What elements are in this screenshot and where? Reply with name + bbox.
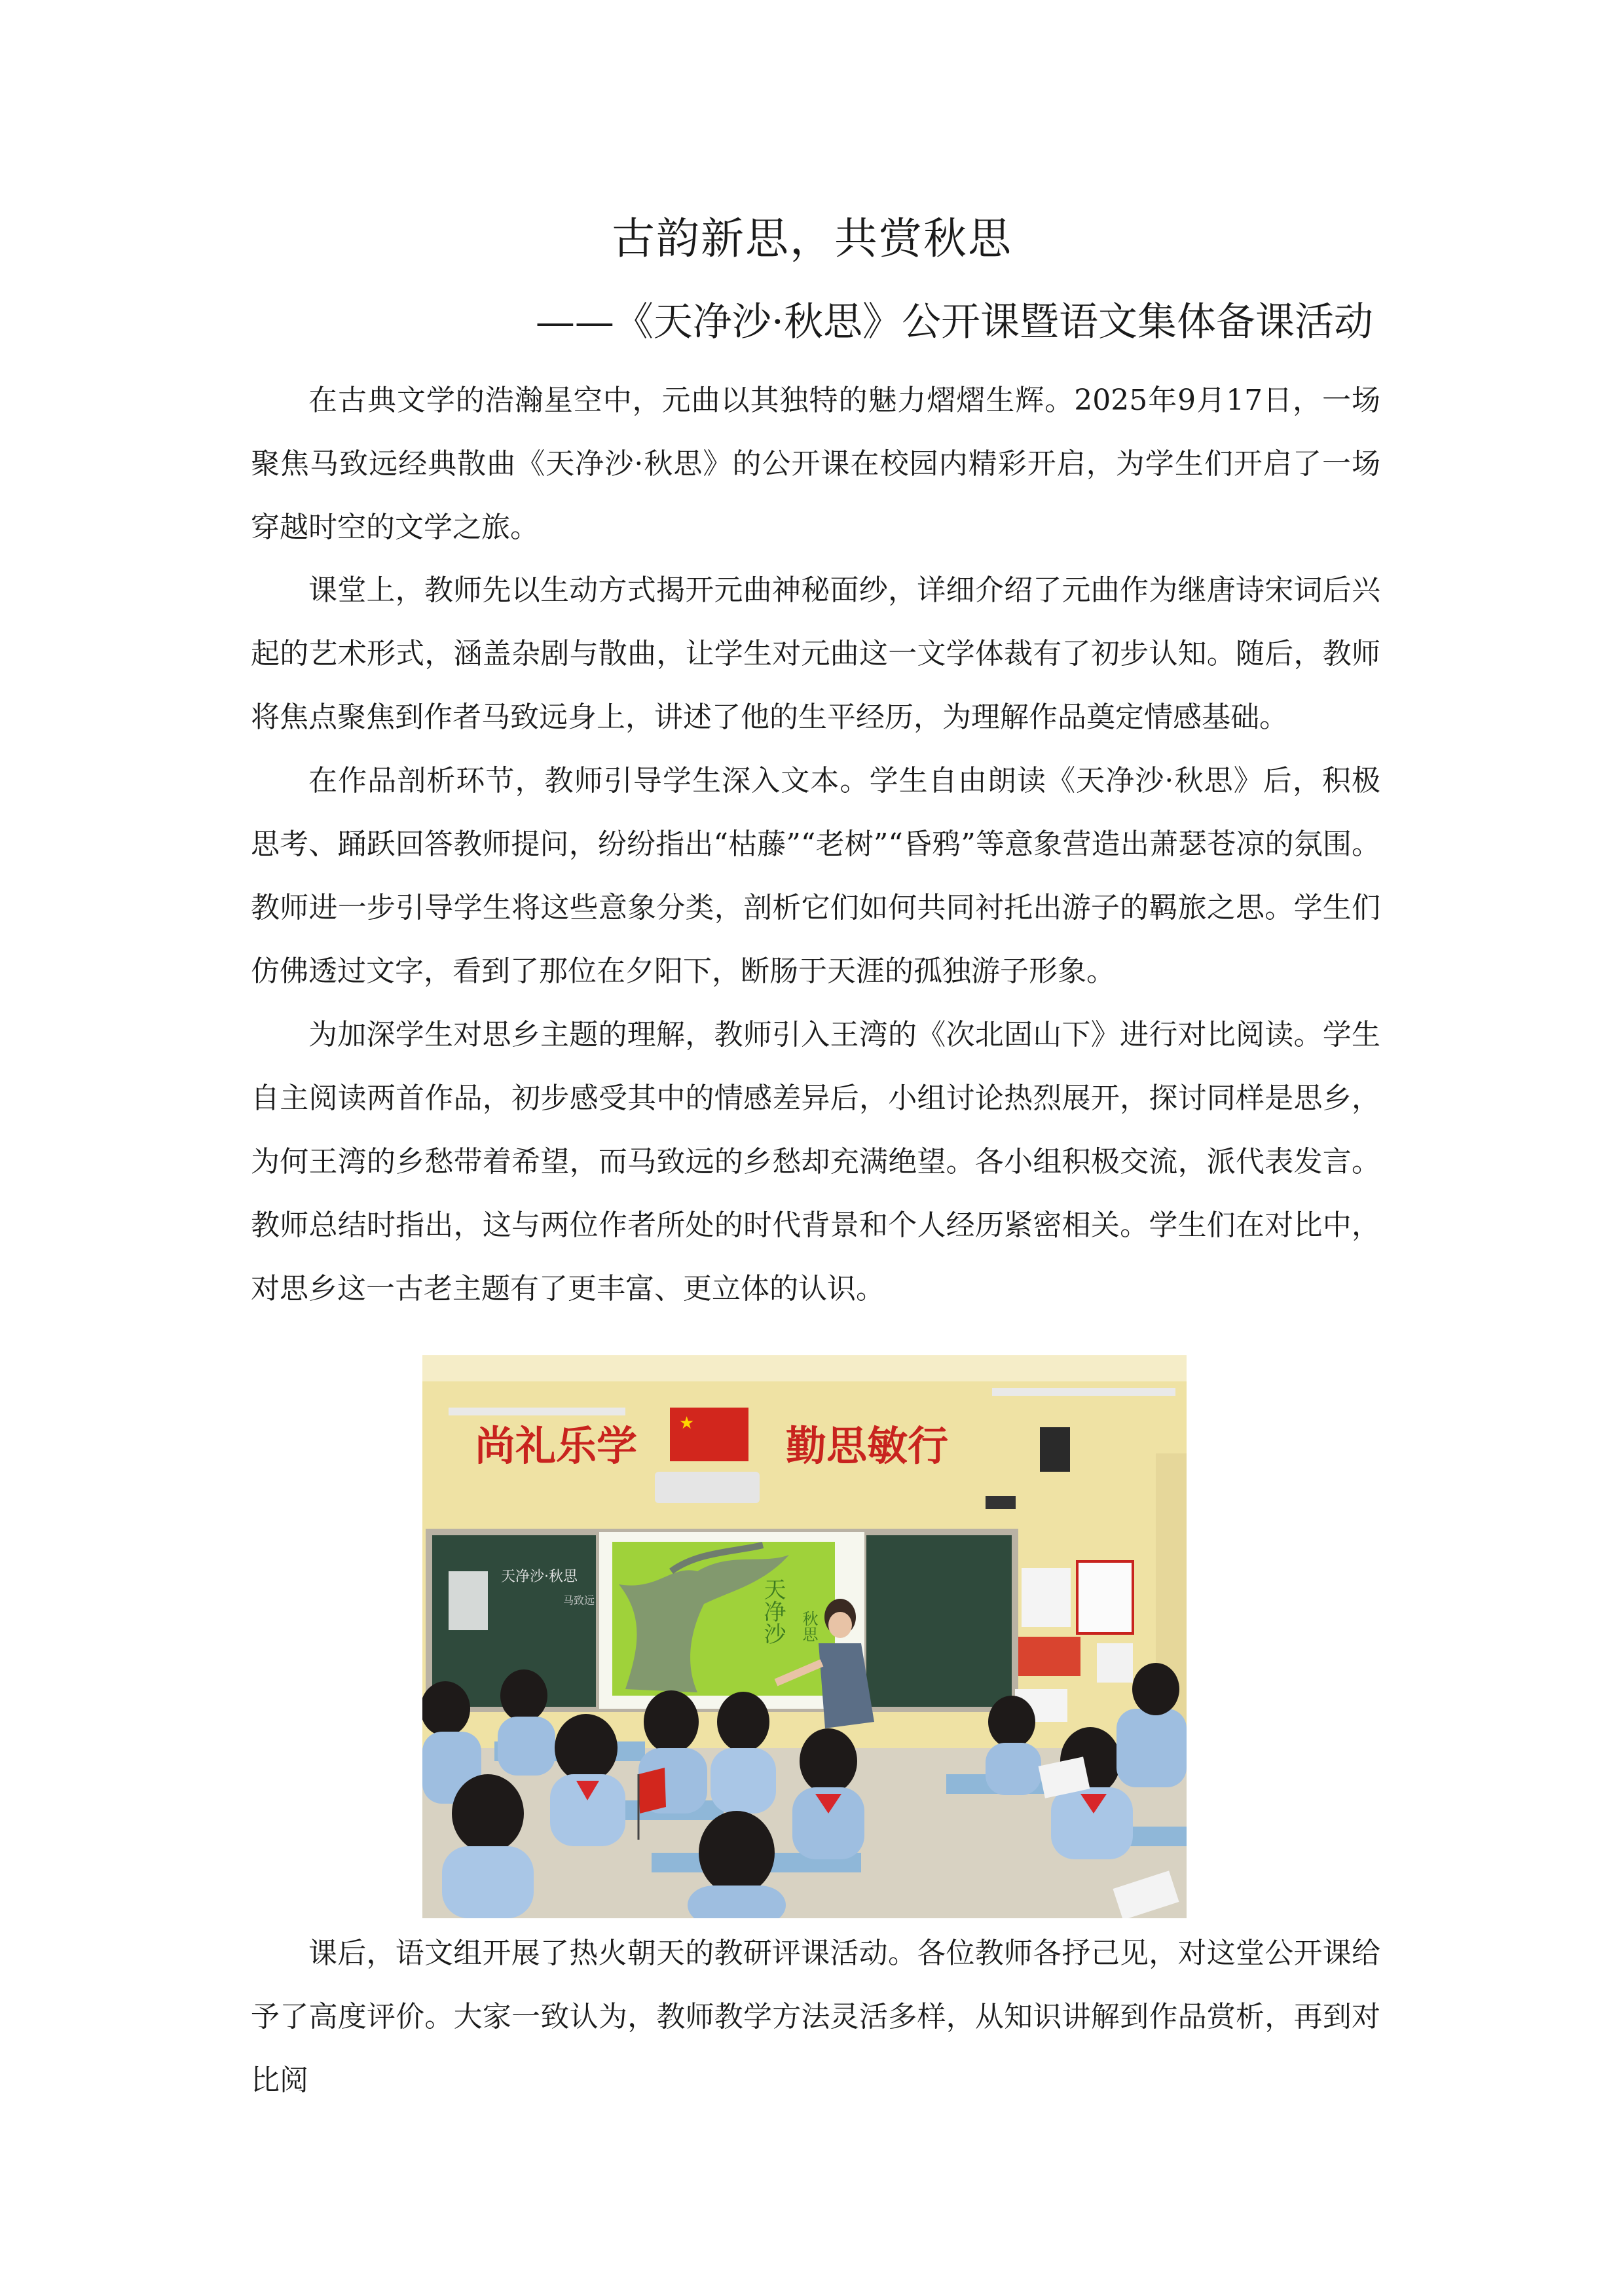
screen-title: 天净沙: [760, 1578, 786, 1645]
screen-subtitle: 秋思: [800, 1611, 818, 1642]
slogan-right: 勤思敏行: [786, 1422, 949, 1470]
document-title: 古韵新思，共赏秋思: [612, 213, 1012, 264]
paragraph-4: 为加深学生对思乡主题的理解，教师引入王湾的《次北固山下》进行对比阅读。学生自主阅读两首作品，初步感受其中的情感差异后，小组讨论热烈展开，探讨同样是思乡，为何王湾的乡愁带着希望，而马致远的乡愁却充满绝望。各小组积极交流，派代表发言。教师总结时指出，这与两位作者所处的时代背景和个人经历紧密相关。学生们在对比中，对思乡这一古老主题有了更丰富、更立体的认识。: [251, 1018, 1380, 1305]
speaker: [1040, 1427, 1070, 1472]
blackboard-right: [866, 1535, 1012, 1707]
slogan-left: 尚礼乐学: [475, 1422, 638, 1470]
svg-text:★: ★: [679, 1413, 695, 1433]
blackboard-text: 天净沙·秋思: [501, 1569, 578, 1585]
blackboard-author: 马致远: [563, 1594, 595, 1607]
paragraph-1: 在古典文学的浩瀚星空中，元曲以其独特的魅力熠熠生辉。2025年9月17日，一场聚焦马致远经典散曲《天净沙·秋思》的公开课在校园内精彩开启，为学生们开启了一场穿越时空的文学之旅。: [251, 384, 1380, 544]
paragraph-5: 课后，语文组开展了热火朝天的教研评课活动。各位教师各抒己见，对这堂公开课给予了高度评价。大家一致认为，教师教学方法灵活多样，从知识讲解到作品赏析，再到对比阅: [251, 1937, 1380, 2097]
projector: [655, 1472, 760, 1503]
classroom-photo: [422, 1355, 1187, 1918]
national-flag: [670, 1408, 748, 1461]
paragraph-2: 课堂上，教师先以生动方式揭开元曲神秘面纱，详细介绍了元曲作为继唐诗宋词后兴起的艺术形式，涵盖杂剧与散曲，让学生对元曲这一文学体裁有了初步认知。随后，教师将焦点聚焦到作者马致远身上，讲述了他的生平经历，为理解作品奠定情感基础。: [251, 574, 1380, 734]
document-subtitle: ——《天净沙·秋思》公开课暨语文集体备课活动: [535, 299, 1373, 345]
paragraph-3: 在作品剖析环节，教师引导学生深入文本。学生自由朗读《天净沙·秋思》后，积极思考、踊跃回答教师提问，纷纷指出“枯藤”“老树”“昏鸦”等意象营造出萧瑟苍凉的氛围。教师进一步引导学生将这些意象分类，剖析它们如何共同衬托出游子的羁旅之思。学生们仿佛透过文字，看到了那位在夕阳下，断肠于天涯的孤独游子形象。: [251, 764, 1380, 988]
